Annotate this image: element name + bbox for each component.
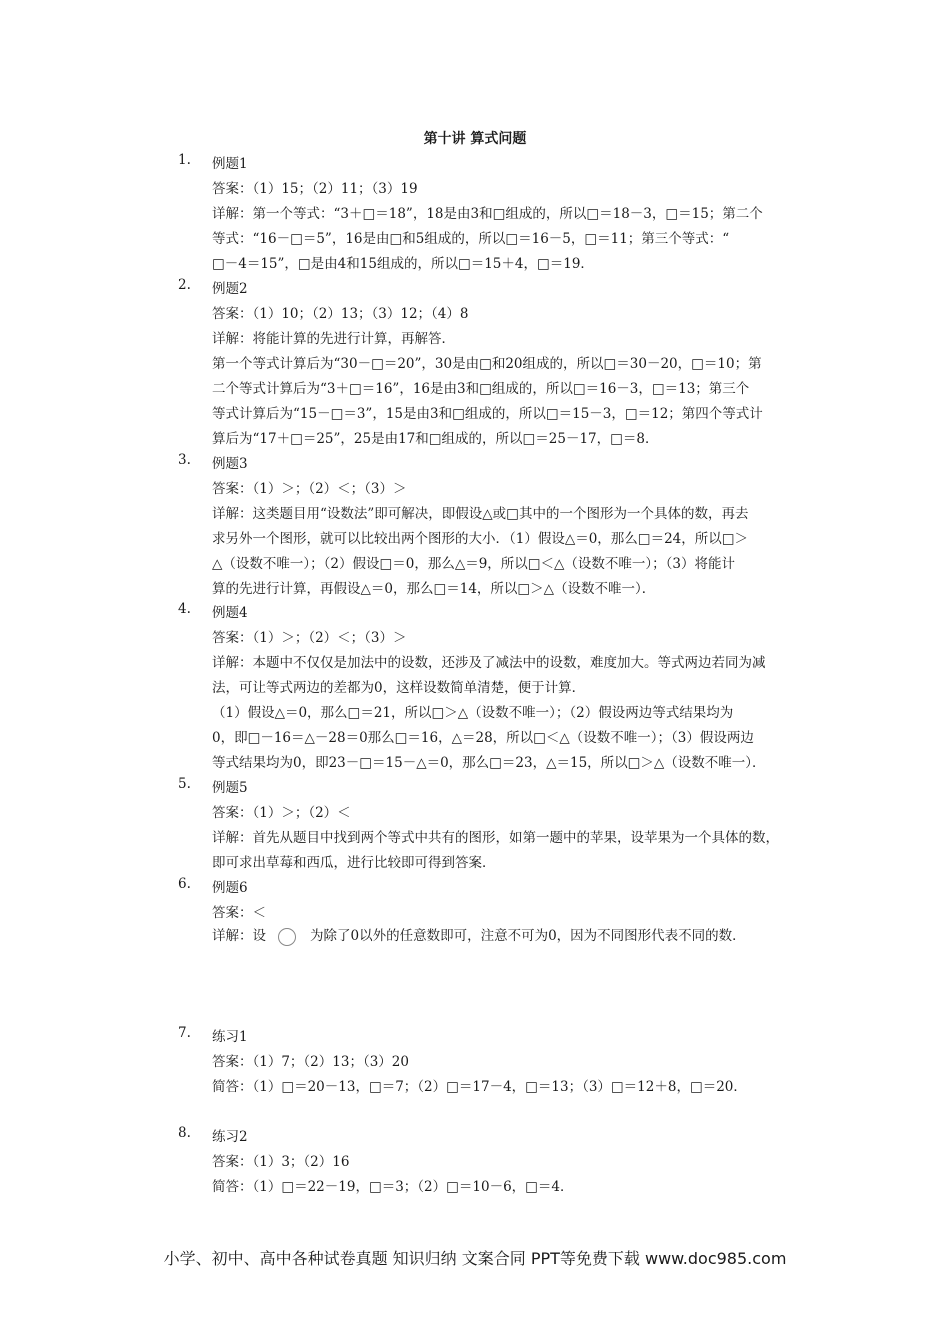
- brief-line: 简答：（1）□＝22－19，□＝3；（2）□＝10－6，□＝4．: [212, 1179, 574, 1195]
- detail-line: 第一个等式计算后为“30－□＝20”，30是由□和20组成的，所以□＝30－20，□＝10；第: [212, 356, 762, 372]
- item-heading: 例题5: [212, 780, 248, 796]
- item-heading: 例题2: [212, 281, 248, 297]
- answer-line: 答案：（1）10；（2）13；（3）12；（4）8: [212, 306, 469, 322]
- item-heading: 例题6: [212, 880, 248, 896]
- item-number: 1.: [178, 152, 191, 168]
- answer-line: 答案：（1）＞；（2）＜: [212, 805, 351, 821]
- answer-line: 答案：（1）15；（2）11；（3）19: [212, 181, 418, 197]
- answer-line: 答案：（1）3；（2）16: [212, 1154, 350, 1170]
- detail-prefix: 详解：设: [212, 928, 266, 944]
- detail-line: 求另外一个图形，就可以比较出两个图形的大小．（1）假设△＝0，那么□＝24，所以□＞: [212, 531, 748, 547]
- detail-line: 0，即□－16＝△－28＝0那么□＝16，△＝28，所以□＜△（设数不唯一）；（3）假设两边: [212, 730, 754, 746]
- item-heading: 练习2: [212, 1129, 248, 1145]
- detail-line: （1）假设△＝0，那么□＝21，所以□＞△（设数不唯一）；（2）假设两边等式结果均为: [212, 705, 734, 721]
- item-heading: 例题3: [212, 456, 248, 472]
- item-number: 6.: [178, 876, 191, 892]
- footer-ad: 小学、初中、高中各种试卷真题 知识归纳 文案合同 PPT等免费下载 www.doc985.com: [163, 1249, 787, 1268]
- detail-line: 详解：第一个等式：“3＋□＝18”，18是由3和□组成的，所以□＝18－3，□＝15；第二个: [212, 206, 763, 222]
- detail-line: □－4＝15”，□是由4和15组成的，所以□＝15＋4，□＝19．: [212, 256, 594, 272]
- answer-line: 答案：（1）＞；（2）＜；（3）＞: [212, 481, 407, 497]
- answer-line: 答案：（1）7；（2）13；（3）20: [212, 1054, 409, 1070]
- page-title: 第十讲 算式问题: [423, 131, 527, 147]
- detail-line: △（设数不唯一）；（2）假设□＝0，那么△＝9，所以□＜△（设数不唯一）；（3）将能计: [212, 556, 736, 572]
- detail-line: 二个等式计算后为“3＋□＝16”，16是由3和□组成的，所以□＝16－3，□＝13；第三个: [212, 381, 750, 397]
- detail-line: 详解：本题中不仅仅是加法中的设数，还涉及了减法中的设数，难度加大。等式两边若同为减: [212, 655, 766, 671]
- item-heading: 例题1: [212, 156, 248, 172]
- answer-line: 答案：（1）＞；（2）＜；（3）＞: [212, 630, 407, 646]
- detail-line: 算的先进行计算，再假设△＝0，那么□＝14，所以□＞△（设数不唯一）．: [212, 581, 656, 597]
- detail-line: 法，可让等式两边的差都为0，这样设数简单清楚，便于计算．: [212, 680, 586, 696]
- detail-line: 详解：首先从题目中找到两个等式中共有的图形，如第一题中的苹果，设苹果为一个具体的数，: [212, 830, 779, 846]
- detail-line: 算后为“17＋□＝25”，25是由17和□组成的，所以□＝25－17，□＝8．: [212, 431, 659, 447]
- detail-line: 详解：这类题目用“设数法”即可解决，即假设△或□其中的一个图形为一个具体的数，再去: [212, 506, 749, 522]
- item-number: 8.: [178, 1125, 191, 1141]
- detail-line: 等式：“16－□＝5”，16是由□和5组成的，所以□＝16－5，□＝11；第三个等式：“: [212, 231, 730, 247]
- answer-line: 答案：＜: [212, 905, 266, 921]
- item-heading: 例题4: [212, 605, 248, 621]
- detail-line: 等式结果均为0，即23－□＝15－△＝0，那么□＝23，△＝15，所以□＞△（设数不唯一）．: [212, 755, 766, 771]
- item-number: 2.: [178, 277, 191, 293]
- detail-line: 等式计算后为“15－□＝3”，15是由3和□组成的，所以□＝15－3，□＝12；第四个等式计: [212, 406, 763, 422]
- detail-line: [212, 924, 746, 946]
- circle-shape-icon: [278, 928, 296, 946]
- detail-line: 即可求出草莓和西瓜，进行比较即可得到答案．: [212, 855, 496, 871]
- item-heading: 练习1: [212, 1029, 248, 1045]
- item-number: 7.: [178, 1025, 191, 1041]
- brief-line: 简答：（1）□＝20－13，□＝7；（2）□＝17－4，□＝13；（3）□＝12＋8，□＝20．: [212, 1079, 747, 1095]
- item-number: 4.: [178, 601, 191, 617]
- detail-line: 详解：将能计算的先进行计算，再解答．: [212, 331, 455, 347]
- item-number: 5.: [178, 776, 191, 792]
- detail-suffix: 为除了0以外的任意数即可，注意不可为0，因为不同图形代表不同的数．: [310, 928, 746, 944]
- item-number: 3.: [178, 452, 191, 468]
